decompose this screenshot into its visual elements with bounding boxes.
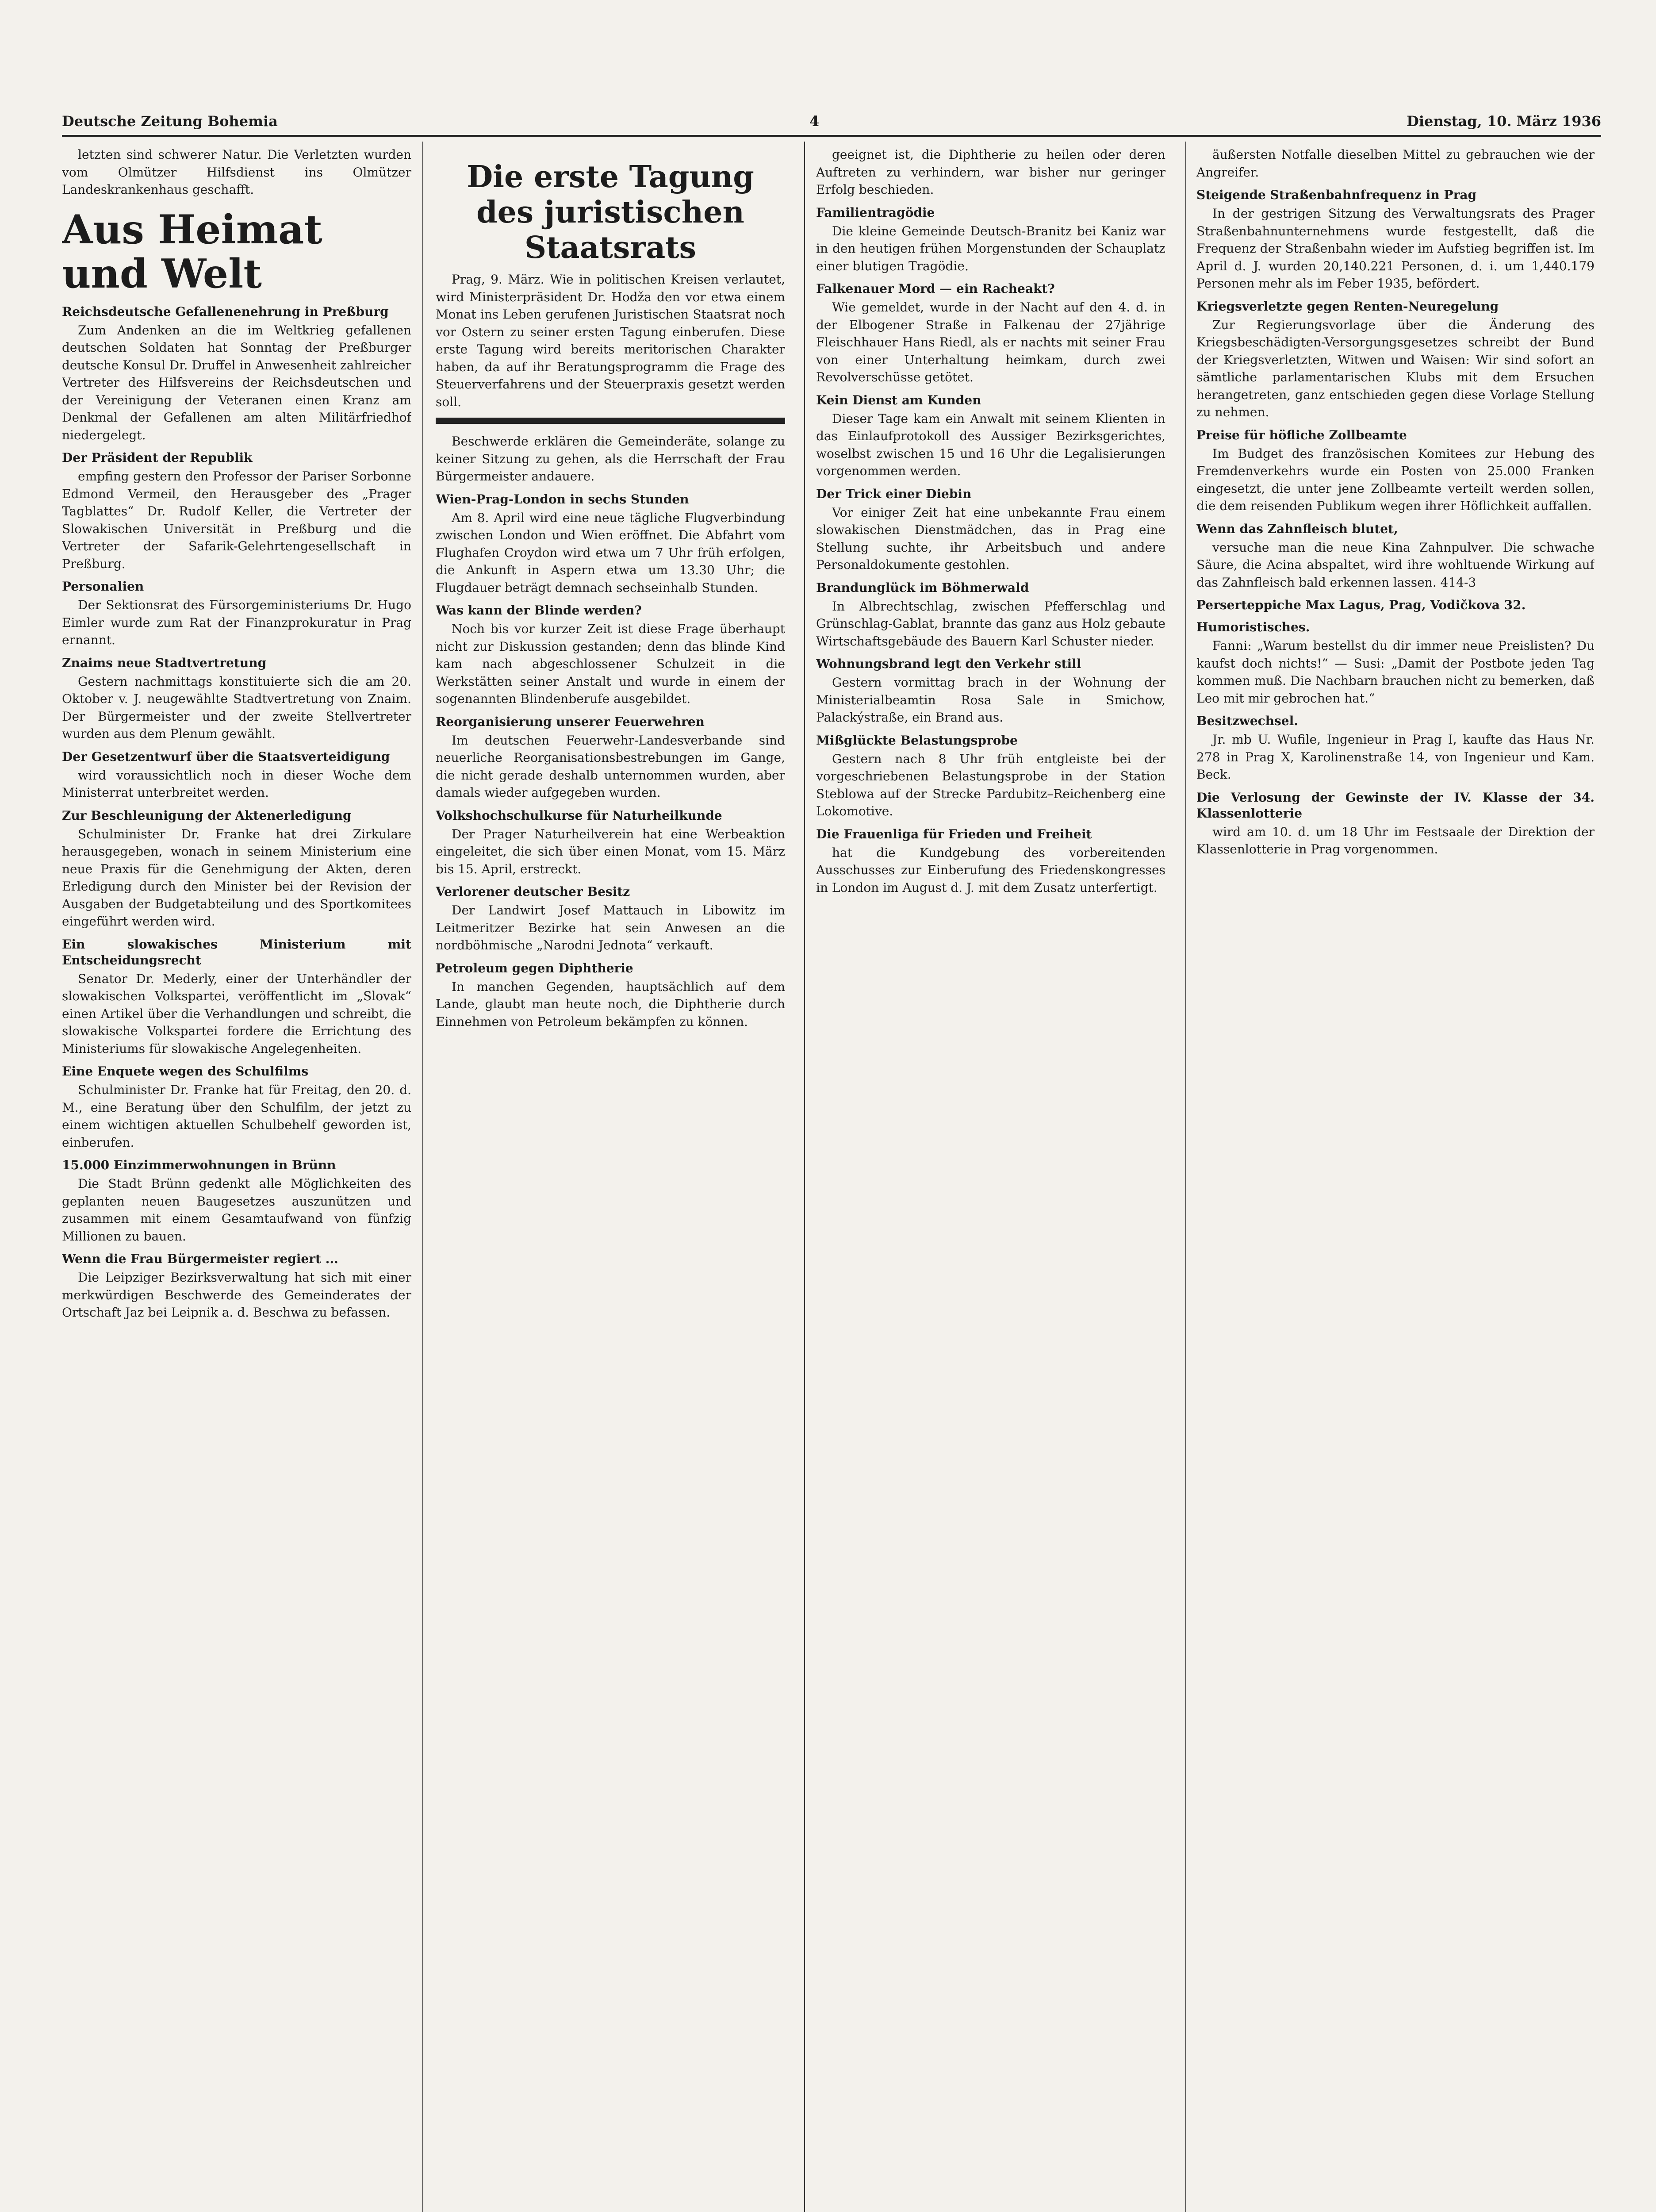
- article-heading: Falkenauer Mord — ein Racheakt?: [816, 281, 1055, 296]
- article-text: Schulminister Dr. Franke hat drei Zirkulare herausgegeben, wonach in seinem Ministerium eine neue Praxis für die Genehmigung der Akten, deren Erledigung durch den Minister bei der Revision der Ausgaben der Budgetabteilung und des Sportkomitees eingeführt werden wird.: [62, 826, 411, 929]
- page-number: 4: [809, 113, 820, 130]
- article-text: Gestern nach 8 Uhr früh entgleiste bei der vorgeschriebenen Belastungsprobe in der Station Steblowa auf der Strecke Pardubitz–Reichenberg eine Lokomotive.: [816, 751, 1165, 818]
- article-heading: Verlorener deutscher Besitz: [436, 884, 630, 899]
- article-text: wird voraussichtlich noch in dieser Woche dem Ministerrat unterbreitet werden.: [62, 768, 411, 800]
- article-text: Schulminister Dr. Franke hat für Freitag, den 20. d. M., eine Beratung über den Schulfilm, der jetzt zu einem wichtigen aktuellen Schulbehelf geworden ist, einberufen.: [62, 1083, 411, 1150]
- article-heading: Wien-Prag-London in sechs Stunden: [436, 492, 689, 507]
- article-text: Die Stadt Brünn gedenkt alle Möglichkeiten des geplanten neuen Baugesetzes auszunützen und zusammen mit einem Gesamtaufwand von fünfzig Millionen zu bauen.: [62, 1176, 411, 1244]
- article-heading: Reichsdeutsche Gefallenenehrung in Preßburg: [62, 304, 389, 319]
- article-text: Gestern vormittag brach in der Wohnung der Ministerialbeamtin Rosa Sale in Smichow, Palackýstraße, ein Brand aus.: [816, 675, 1165, 725]
- article-heading: Der Präsident der Republik: [62, 450, 253, 465]
- column-2: [436, 146, 785, 2212]
- article-heading: Wohnungsbrand legt den Verkehr still: [816, 657, 1081, 671]
- article-heading: Eine Enquete wegen des Schulfilms: [62, 1064, 309, 1079]
- article-heading: Ein slowakisches Ministerium mit Entscheidungsrecht: [62, 937, 411, 968]
- section-title: Aus Heimat und Welt: [62, 206, 322, 297]
- article-heading: 15.000 Einzimmerwohnungen in Brünn: [62, 1158, 336, 1172]
- article-text: Die Leipziger Bezirksverwaltung hat sich mit einer merkwürdigen Beschwerde des Gemeinderates der Ortschaft Jaz bei Leipnik a. d. Beschwa zu befassen.: [62, 1270, 411, 1320]
- advertisement-heading: Wenn das Zahnfleisch blutet,: [1196, 521, 1398, 536]
- article-heading: Zur Beschleunigung der Aktenerledigung: [62, 808, 352, 823]
- article-text: Noch bis vor kurzer Zeit ist diese Frage überhaupt nicht zur Diskussion gestanden; denn das blinde Kind kam nach abgeschlossener Schulzeit in die Werkstätten seiner Anstalt und wurde in einem der sogenannten Blindenberufe ausgebildet.: [436, 622, 785, 706]
- article-text: Fanni: „Warum bestellst du dir immer neue Preislisten? Du kaufst doch nichts!“ — Susi: „Damit der Postbote jeden Tag kommen muß. Die Nachbarn brauchen nicht zu bemerken, daß Leo mit mir gebrochen hat.“: [1196, 638, 1595, 706]
- column-intro: geeignet ist, die Diphtherie zu heilen oder deren Auftreten zu verhindern, war bisher nur geringer Erfolg beschieden.: [816, 147, 1165, 197]
- column-4: [1196, 146, 1595, 2212]
- article-heading: Der Trick einer Diebin: [816, 486, 972, 501]
- article-heading: Humoristisches.: [1196, 620, 1310, 634]
- article-text: wird am 10. d. um 18 Uhr im Festsaale der Direktion der Klassenlotterie in Prag vorgenommen.: [1196, 824, 1595, 856]
- article-heading: Znaims neue Stadtvertretung: [62, 655, 267, 670]
- article-heading: Mißglückte Belastungsprobe: [816, 733, 1018, 748]
- article-text: Der Landwirt Josef Mattauch in Libowitz im Leitmeritzer Bezirke hat sein Anwesen an die nordböhmische „Narodni Jednota“ verkauft.: [436, 903, 785, 952]
- article-text: Wie gemeldet, wurde in der Nacht auf den 4. d. in der Elbogener Straße in Falkenau der 27jährige Fleischhauer Hans Riedl, als er nachts mit seiner Frau von einer Unterhaltung heimkam, durch zwei Revolverschüsse getötet.: [816, 300, 1165, 384]
- article-text: Zum Andenken an die im Weltkrieg gefallenen deutschen Soldaten hat Sonntag der Preßburger deutsche Konsul Dr. Druffel in Anwesenheit zahlreicher Vertreter des Hilfsvereins der Reichsdeutschen und der Vereinigung der Veteranen einen Kranz am Denkmal der Gefallenen am alten Militärfriedhof niedergelegt.: [62, 323, 411, 442]
- section-rule: [436, 418, 785, 424]
- article-heading: Die Frauenliga für Frieden und Freiheit: [816, 826, 1092, 841]
- article-text: Prag, 9. März. Wie in politischen Kreisen verlautet, wird Ministerpräsident Dr. Hodža den vor etwa einem Monat ins Leben gerufenen Juristischen Staatsrat noch vor Ostern zu seiner ersten Tagung einberufen. Diese erste Tagung wird bereits meritorischen Charakter haben, da auf ihr Beratungsprogramm die Frage des Steuerverfahrens und der Steuerpraxis gesetzt werden soll.: [436, 272, 785, 409]
- article-heading: Preise für höfliche Zollbeamte: [1196, 427, 1407, 442]
- column-intro: äußersten Notfalle dieselben Mittel zu gebrauchen wie der Angreifer.: [1196, 147, 1595, 180]
- article-heading: Der Gesetzentwurf über die Staatsverteidigung: [62, 749, 390, 764]
- advertisement-text: versuche man die neue Kina Zahnpulver. Die schwache Säure, die Acina abspaltet, wird ihre wohltuende Wirkung auf das Zahnfleisch bald erkennen lassen. 414-3: [1196, 540, 1595, 590]
- article-heading: Personalien: [62, 579, 144, 594]
- article-text: Gestern nachmittags konstituierte sich die am 20. Oktober v. J. neugewählte Stadtvertretung von Znaim. Der Bürgermeister und der zweite Stellvertreter wurden aus dem Plenum gewählt.: [62, 674, 411, 741]
- article-text: Dieser Tage kam ein Anwalt mit seinem Klienten in das Einlaufprotokoll des Aussiger Bezirksgerichtes, woselbst zwischen 15 und 16 Uhr die Legalisierungen vorgenommen werden.: [816, 411, 1165, 478]
- column-3: [816, 146, 1165, 2212]
- issue-date: Dienstag, 10. März 1936: [1407, 113, 1601, 130]
- article-heading: Steigende Straßenbahnfrequenz in Prag: [1196, 188, 1477, 202]
- advertisement-heading: Perserteppiche Max Lagus, Prag, Vodičkova 32.: [1196, 598, 1526, 612]
- article-text: In der gestrigen Sitzung des Verwaltungsrats des Prager Straßenbahnunternehmens wurde festgestellt, daß die Frequenz der Straßenbahn wieder im Aufstieg begriffen ist. Im April d. J. wurden 20,140.221 Personen, d. i. um 1,440.179 Personen mehr als im Feber 1935, befördert.: [1196, 206, 1595, 291]
- article-text: Der Prager Naturheilverein hat eine Werbeaktion eingeleitet, die sich über einen Monat, vom 15. März bis 15. April, erstreckt.: [436, 826, 785, 876]
- article-text: In Albrechtschlag, zwischen Pfefferschlag und Grünschlag-Gablat, brannte das ganz aus Holz gebaute Wirtschaftsgebäude des Bauern Karl Schuster nieder.: [816, 599, 1165, 649]
- article-text: Senator Dr. Mederly, einer der Unterhändler der slowakischen Volkspartei, veröffentlicht im „Slovak“ einen Artikel über die Verhandlungen und schreibt, die slowakische Volkspartei fordere die Errichtung des Ministeriums für slowakische Angelegenheiten.: [62, 971, 411, 1056]
- header-rule: [62, 135, 1601, 137]
- article-text: Jr. mb U. Wufile, Ingenieur in Prag I, kaufte das Haus Nr. 278 in Prag X, Karolinenstraße 14, von Ingenieur und Kam. Beck.: [1196, 732, 1595, 782]
- page-header: [62, 113, 1601, 132]
- article-heading: Wenn die Frau Bürgermeister regiert ...: [62, 1252, 338, 1266]
- article-text: Am 8. April wird eine neue tägliche Flugverbindung zwischen London und Wien eröffnet. Die Abfahrt vom Flughafen Croydon wird etwa um 7 Uhr früh erfolgen, die Ankunft in Aspern etwa um 13.30 Uhr; die Flugdauer beträgt demnach sechseinhalb Stunden.: [436, 510, 785, 595]
- article-heading: Was kann der Blinde werden?: [436, 603, 642, 618]
- article-text: Der Sektionsrat des Fürsorgeministeriums Dr. Hugo Eimler wurde zum Rat der Finanzprokuratur in Prag ernannt.: [62, 598, 411, 647]
- newspaper-name: Deutsche Zeitung Bohemia: [62, 113, 278, 130]
- article-text: Im deutschen Feuerwehr-Landesverbande sind neuerliche Reorganisationsbestrebungen im Gange, die nicht gerade deshalb unternommen wurden, aber damals wieder aufgegeben wurden.: [436, 733, 785, 800]
- article-heading: Petroleum gegen Diphtherie: [436, 960, 633, 975]
- article-heading: Familientragödie: [816, 205, 935, 220]
- column-1: [62, 146, 411, 2212]
- article-heading: Die Verlosung der Gewinste der IV. Klasse der 34. Klassenlotterie: [1196, 790, 1595, 821]
- column-intro: letzten sind schwerer Natur. Die Verletzten wurden vom Olmützer Hilfsdienst ins Olmützer Landeskrankenhaus geschafft.: [62, 147, 411, 197]
- article-heading: Brandunglück im Böhmerwald: [816, 580, 1029, 595]
- article-heading: Kein Dienst am Kunden: [816, 392, 981, 407]
- article-text: Vor einiger Zeit hat eine unbekannte Frau einem slowakischen Dienstmädchen, das in Prag eine Stellung suchte, ihr Arbeitsbuch und andere Personaldokumente gestohlen.: [816, 505, 1165, 572]
- article-text: In manchen Gegenden, hauptsächlich auf dem Lande, glaubt man heute noch, die Diphtherie durch Einnehmen von Petroleum bekämpfen zu können.: [436, 979, 785, 1029]
- column-divider: [422, 142, 423, 2212]
- article-text: Im Budget des französischen Komitees zur Hebung des Fremdenverkehrs wurde ein Posten von 25.000 Franken eingesetzt, die unter jene Zollbeamte verteilt werden sollen, die dem reisenden Publikum wegen ihrer Höflichkeit auffallen.: [1196, 446, 1595, 513]
- column-divider: [1185, 142, 1186, 2212]
- column-divider: [804, 142, 805, 2212]
- article-text: Zur Regierungsvorlage über die Änderung des Kriegsbeschädigten-Versorgungsgesetzes schreibt der Bund der Kriegsverletzten, Witwen und Waisen: Wir sind sofort an sämtliche parlamentarischen Klubs mit dem Ersuchen herangetreten, ganz entschieden gegen diese Vorlage Stellung zu nehmen.: [1196, 317, 1595, 419]
- article-heading: Volkshochschulkurse für Naturheilkunde: [436, 808, 722, 823]
- article-text: hat die Kundgebung des vorbereitenden Ausschusses zur Einberufung des Friedenskongresses in London im August d. J. mit dem Zusatz unterfertigt.: [816, 845, 1165, 895]
- article-text: Beschwerde erklären die Gemeinderäte, solange zu keiner Sitzung zu gehen, als die Herrschaft der Frau Bürgermeister andauere.: [436, 434, 785, 484]
- article-text: empfing gestern den Professor der Pariser Sorbonne Edmond Vermeil, den Herausgeber des „Prager Tagblattes“ Dr. Rudolf Keller, die Vertreter der Slowakischen Universität in Preßburg und die Vertreter der Safarik-Gelehrtengesellschaft in Preßburg.: [62, 469, 411, 571]
- article-heading: Reorganisierung unserer Feuerwehren: [436, 714, 705, 729]
- article-text: Die kleine Gemeinde Deutsch-Branitz bei Kaniz war in den heutigen frühen Morgenstunden der Schauplatz einer blutigen Tragödie.: [816, 223, 1165, 273]
- article-heading: Besitzwechsel.: [1196, 714, 1299, 728]
- article-heading: Kriegsverletzte gegen Renten-Neuregelung: [1196, 299, 1499, 314]
- lead-article-title: Die erste Tagung des juristischen Staatsrats: [467, 159, 754, 265]
